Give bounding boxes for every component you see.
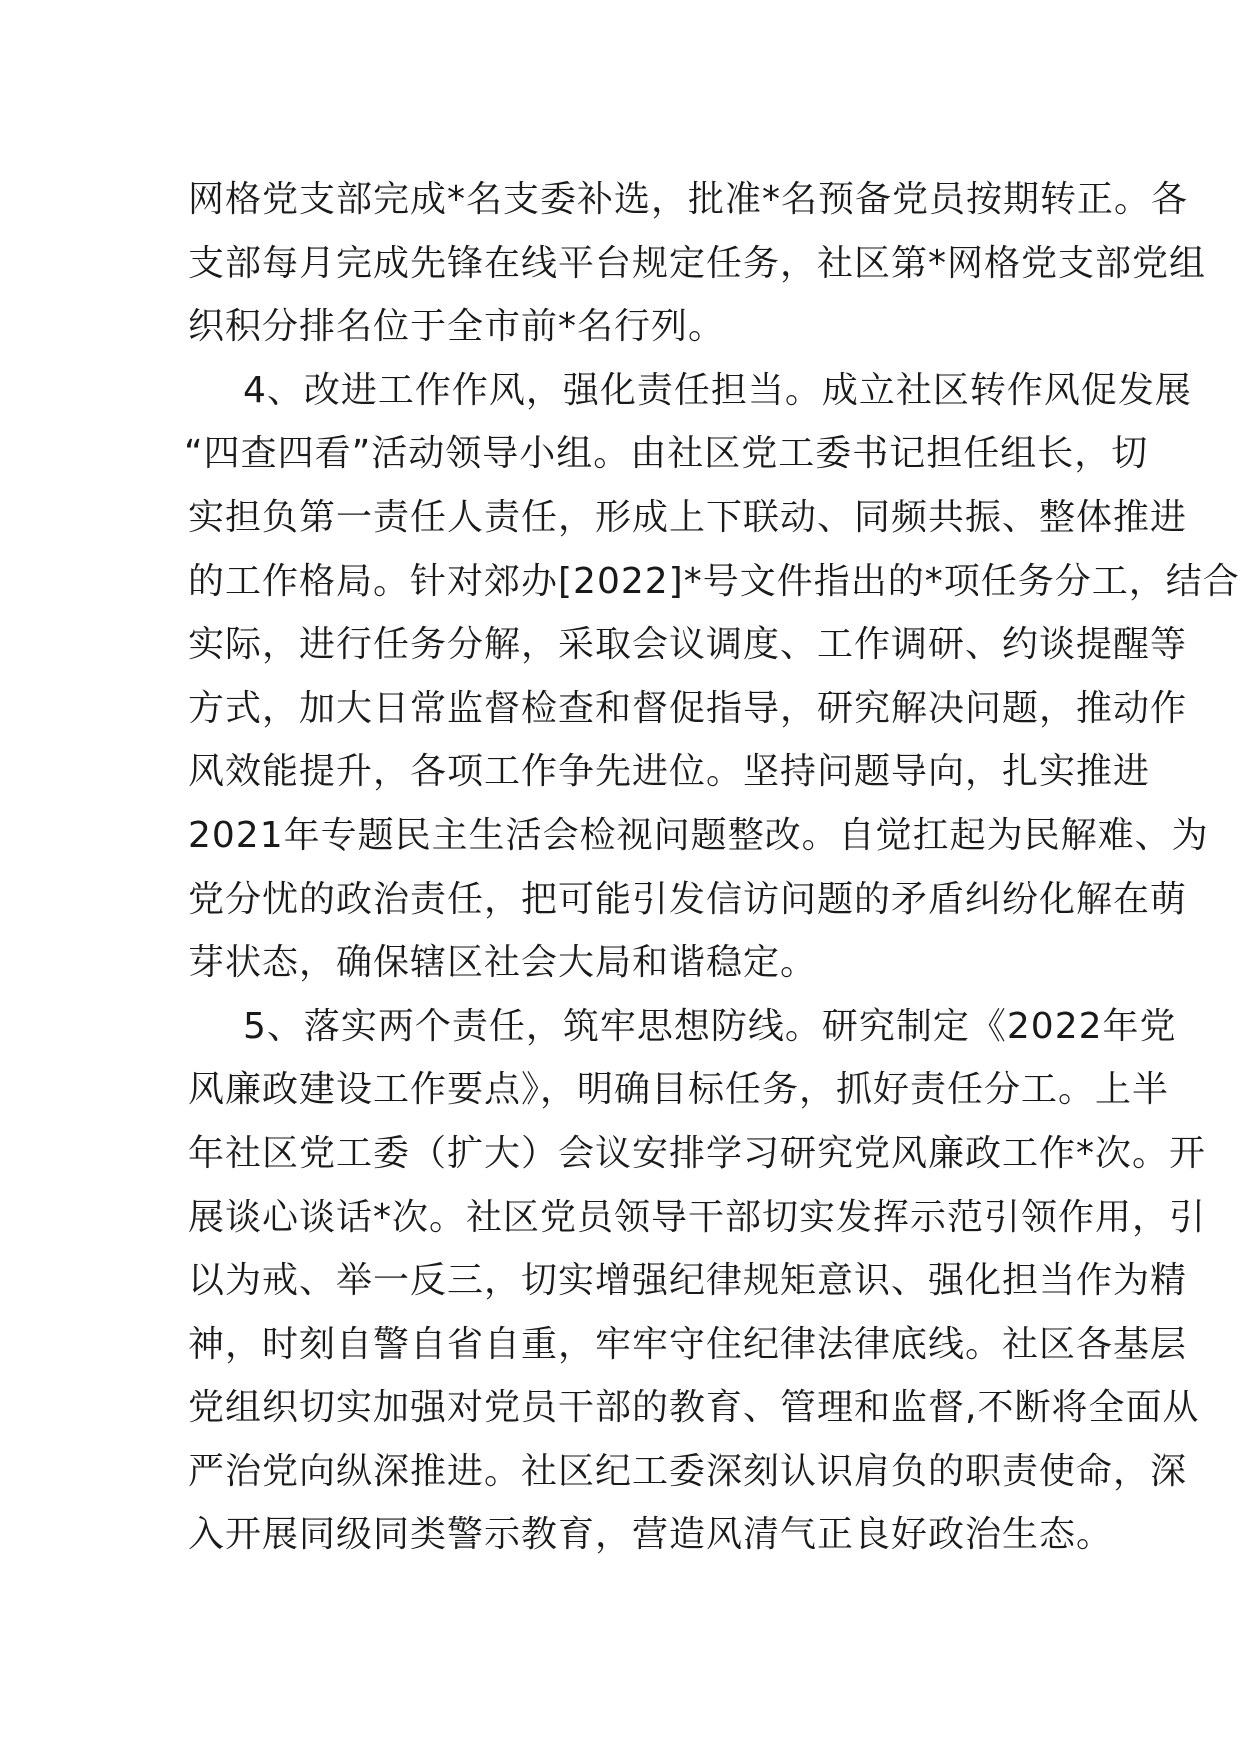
text-line: 方式，加大日常监督检查和督促指导，研究解决问题，推动作 [188, 687, 1188, 729]
text-line: 严治党向纵深推进。社区纪工委深刻认识肩负的职责使命，深 [188, 1450, 1188, 1492]
text-line: 展谈心谈话*次。社区党员领导干部切实发挥示范引领作用，引 [188, 1196, 1207, 1238]
text-line: 以为戒、举一反三，切实增强纪律规矩意识、强化担当作为精 [188, 1260, 1188, 1302]
text-line: “四查四看”活动领导小组。由社区党工委书记担任组长，切 [184, 433, 1149, 475]
text-line: 网格党支部完成*名支委补选，批准*名预备党员按期转正。各 [188, 179, 1189, 220]
paragraph-2 [184, 359, 1240, 995]
paragraph-1 [188, 168, 1207, 359]
text-line: 实际，进行任务分解，采取会议调度、工作调研、约谈提醒等 [188, 624, 1188, 666]
text-line: 5、落实两个责任，筑牢思想防线。研究制定《2022年党 [243, 1005, 1177, 1047]
text-line: 党组织切实加强对党员干部的教育、管理和监督,不断将全面从 [188, 1387, 1200, 1429]
text-line: 党分忧的政治责任，把可能引发信访问题的矛盾纠纷化解在萌 [188, 878, 1188, 920]
text-line: 织积分排名位于全市前*名行列。 [188, 306, 726, 348]
text-line: 风廉政建设工作要点》，明确目标任务，抓好责任分工。上半 [188, 1069, 1170, 1111]
text-line: 芽状态，确保辖区社会大局和谐稳定。 [188, 942, 818, 984]
document-body [184, 168, 1240, 1567]
text-line: 的工作格局。针对郊办[2022]*号文件指出的*项任务分工，结合 [188, 560, 1240, 602]
text-line: 4、改进工作作风，强化责任担当。成立社区转作风促发展 [243, 369, 1192, 411]
text-line: 支部每月完成先锋在线平台规定任务，社区第*网格党支部党组 [188, 242, 1207, 284]
text-line: 神，时刻自警自省自重，牢牢守住纪律法律底线。社区各基层 [188, 1323, 1188, 1365]
paragraph-3 [188, 995, 1207, 1567]
text-line: 风效能提升，各项工作争先进位。坚持问题导向，扎实推进 [188, 751, 1151, 793]
text-line: 2021年专题民主生活会检视问题整改。自觉扛起为民解难、为 [188, 814, 1209, 856]
text-line: 年社区党工委（扩大）会议安排学习研究党风廉政工作*次。开 [188, 1132, 1207, 1174]
text-line: 入开展同级同类警示教育，营造风清气正良好政治生态。 [188, 1514, 1114, 1556]
text-line: 实担负第一责任人责任，形成上下联动、同频共振、整体推进 [188, 496, 1188, 538]
